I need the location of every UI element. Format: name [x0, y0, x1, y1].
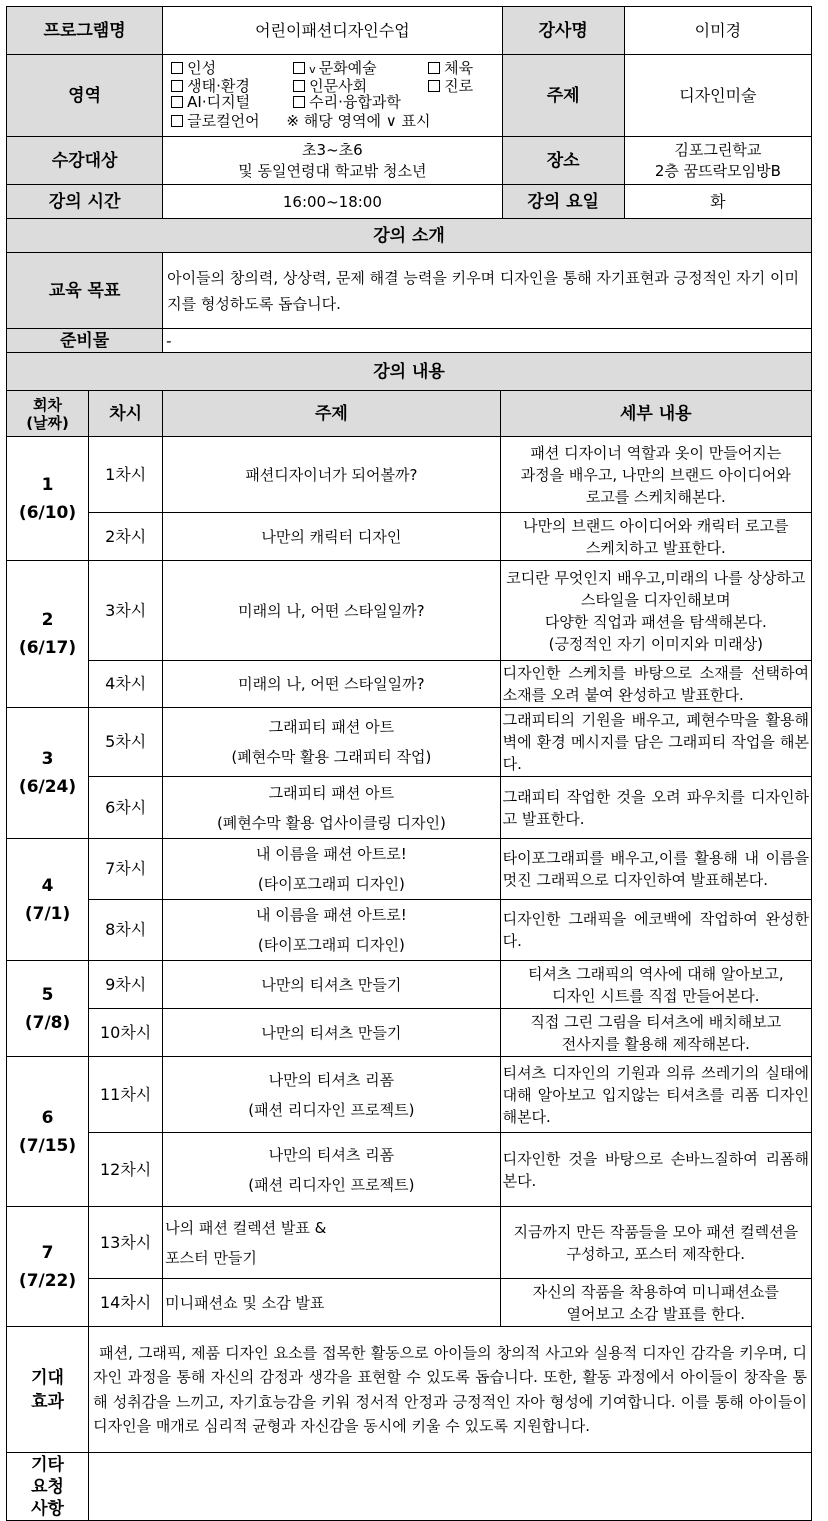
area-options [163, 55, 502, 137]
period-cell: 6차시 [89, 777, 163, 839]
session-row [7, 777, 812, 839]
area-option-label: 생태·환경 [187, 76, 250, 95]
session-row [7, 1207, 812, 1279]
period-cell: 12차시 [89, 1133, 163, 1207]
session-cell [7, 1207, 89, 1327]
session-cell [7, 1057, 89, 1207]
detail-cell: 지금까지 만든 작품들을 모아 패션 컬렉션을 구성하고, 포스터 제작한다. [500, 1207, 811, 1279]
detail-cell: 직접 그린 그림을 티셔츠에 배치해보고 전사지를 활용해 제작해본다. [500, 1009, 811, 1057]
place-value: 김포그린학교 2층 꿈뜨락모임방B [624, 137, 811, 185]
period-cell: 5차시 [89, 708, 163, 777]
area-option [171, 78, 293, 94]
area-option-label: 인문사회 [309, 76, 368, 95]
materials-value: - [163, 329, 812, 353]
area-option [293, 60, 428, 78]
detail-cell: 디자인한 그래픽을 에코백에 작업하여 완성한다. [500, 900, 811, 961]
topic-cell: 패션디자이너가 되어볼까? [163, 437, 500, 513]
period-cell: 14차시 [89, 1279, 163, 1327]
topic-cell: 나만의 캐릭터 디자인 [163, 513, 500, 561]
area-option-grid [171, 60, 499, 110]
effect-row [7, 1327, 812, 1453]
period-cell: 1차시 [89, 437, 163, 513]
period-cell: 4차시 [89, 661, 163, 708]
session-row [7, 1279, 812, 1327]
session-row [7, 1009, 812, 1057]
checkbox-icon[interactable] [428, 62, 440, 74]
day-label: 강의 요일 [502, 185, 624, 219]
syllabus-sheet [6, 6, 812, 1521]
program-name: 어린이패션디자인수업 [163, 7, 502, 55]
area-label: 영역 [7, 55, 163, 137]
session-date: (6/17) [18, 638, 77, 658]
target-label: 수강대상 [7, 137, 163, 185]
area-option-label: AI·디지털 [187, 92, 251, 111]
area-option-label: 체육 [444, 58, 474, 77]
check-mark: v [309, 62, 316, 76]
period-cell: 13차시 [89, 1207, 163, 1279]
goal-label: 교육 목표 [7, 253, 163, 329]
period-cell: 2차시 [89, 513, 163, 561]
topic-cell: 미래의 나, 어떤 스타일일까? [163, 561, 500, 661]
syllabus-table [6, 6, 812, 1521]
checkbox-icon[interactable] [171, 115, 183, 127]
other-label: 기타 요청 사항 [7, 1453, 89, 1521]
session-row [7, 661, 812, 708]
detail-cell: 나만의 브랜드 아이디어와 캐릭터 로고를 스케치하고 발표한다. [500, 513, 811, 561]
session-row [7, 561, 812, 661]
content-header: 강의 내용 [7, 353, 812, 391]
session-row [7, 513, 812, 561]
topic-cell: 나만의 티셔츠 리폼 (패션 리디자인 프로젝트) [163, 1133, 500, 1207]
session-row [7, 708, 812, 777]
other-row [7, 1453, 812, 1521]
period-cell: 11차시 [89, 1057, 163, 1133]
area-option [293, 94, 428, 110]
period-cell: 3차시 [89, 561, 163, 661]
session-cell [7, 561, 89, 708]
detail-cell: 디자인한 스케치를 바탕으로 소재를 선택하여 소재를 오려 붙여 완성하고 발표한다. [500, 661, 811, 708]
session-date: (6/24) [18, 777, 77, 797]
session-date: (6/10) [18, 502, 77, 523]
period-cell: 8차시 [89, 900, 163, 961]
detail-cell: 티셔츠 그래픽의 역사에 대해 알아보고, 디자인 시트를 직접 만들어본다. [500, 961, 811, 1009]
session-date: (7/8) [24, 1012, 71, 1033]
detail-cell: 타이포그래피를 배우고,이를 활용해 내 이름을 멋진 그래픽으로 디자인하여 발표해본다. [500, 839, 811, 900]
checkbox-icon[interactable] [428, 80, 440, 92]
session-cell [7, 437, 89, 561]
time-label: 강의 시간 [7, 185, 163, 219]
time-value: 16:00~18:00 [163, 185, 502, 219]
detail-cell: 코디란 무엇인지 배우고,미래의 나를 상상하고 스타일을 디자인해보며 다양한 직업과 패션을 탐색해본다. (긍정적인 자기 이미지와 미래상) [500, 561, 811, 661]
topic-label: 주제 [502, 55, 624, 137]
col-topic-header: 주제 [163, 391, 500, 437]
topic-cell: 그래피티 패션 아트 (폐현수막 활용 업사이클링 디자인) [163, 777, 500, 839]
period-cell: 10차시 [89, 1009, 163, 1057]
session-number: 7 [41, 1242, 54, 1263]
session-date: (7/15) [18, 1135, 77, 1156]
period-cell: 9차시 [89, 961, 163, 1009]
detail-cell: 그래피티 작업한 것을 오려 파우치를 디자인하고 발표한다. [500, 777, 811, 839]
area-option [171, 94, 293, 110]
detail-cell: 자신의 작품을 착용하여 미니패션쇼를 열어보고 소감 발표를 한다. [500, 1279, 811, 1327]
session-row [7, 900, 812, 961]
area-note-line [171, 110, 499, 132]
area-option-label: 수리·융합과학 [309, 92, 401, 111]
col-session-header: 회차 (날짜) [7, 391, 89, 437]
detail-cell: 그래피티의 기원을 배우고, 폐현수막을 활용해 벽에 환경 메시지를 담은 그래피티 작업을 해본다. [500, 708, 811, 777]
day-value: 화 [624, 185, 811, 219]
area-option-label: 문화예술 [318, 58, 377, 77]
checkbox-icon[interactable] [171, 80, 183, 92]
col-period-header: 차시 [89, 391, 163, 437]
session-number: 2 [41, 610, 54, 630]
area-note: ※ 해당 영역에 ∨ 표시 [286, 111, 431, 130]
target-value: 초3~초6 및 동일연령대 학교밖 청소년 [163, 137, 502, 185]
materials-label: 준비물 [7, 329, 163, 353]
session-date: (7/1) [24, 903, 71, 924]
effect-value: 패션, 그래픽, 제품 디자인 요소를 접목한 활동으로 아이들의 창의적 사고와 실용적 디자인 감각을 키우며, 디자인 과정을 통해 자신의 감정과 생각을 표현할 수 있도록 돕습니다. 또한, 활동 과정에서 아이들이 창작을 통해 성취감을 느끼고, 자기효능감을 키워 정서적 안정과 긍정적인 자아 형성에 기여합니다. 이를 통해 아이들이 디자인을 매개로 심리적 균형과 자신감을 동시에 키울 수 있도록 지원합니다. [89, 1327, 812, 1453]
topic-cell: 나의 패션 컬렉션 발표 & 포스터 만들기 [163, 1207, 500, 1279]
checked-checkbox-icon[interactable] [293, 62, 305, 74]
topic-cell: 미래의 나, 어떤 스타일일까? [163, 661, 500, 708]
topic-cell: 나만의 티셔츠 리폼 (패션 리디자인 프로젝트) [163, 1057, 500, 1133]
session-number: 1 [41, 474, 54, 495]
session-row [7, 839, 812, 900]
topic-value: 디자인미술 [624, 55, 811, 137]
session-row [7, 1057, 812, 1133]
instructor-name: 이미경 [624, 7, 811, 55]
topic-cell: 내 이름을 패션 아트로! (타이포그래피 디자인) [163, 900, 500, 961]
topic-cell: 나만의 티셔츠 만들기 [163, 961, 500, 1009]
area-option-label: 진로 [444, 76, 474, 95]
area-option-label: 글로컬언어 [187, 111, 260, 130]
place-label: 장소 [502, 137, 624, 185]
detail-cell: 티셔츠 디자인의 기원과 의류 쓰레기의 실태에 대해 알아보고 입지않는 티셔츠를 리폼 디자인해본다. [500, 1057, 811, 1133]
topic-cell: 그래피티 패션 아트 (폐현수막 활용 그래피티 작업) [163, 708, 500, 777]
checkbox-icon[interactable] [171, 96, 183, 108]
instructor-label: 강사명 [502, 7, 624, 55]
session-cell [7, 961, 89, 1057]
checkbox-icon[interactable] [171, 62, 183, 74]
area-option [428, 60, 498, 78]
session-number: 5 [41, 984, 54, 1005]
session-cell [7, 708, 89, 839]
checkbox-icon[interactable] [293, 96, 305, 108]
session-row [7, 437, 812, 513]
detail-cell: 패션 디자이너 역할과 옷이 만들어지는 과정을 배우고, 나만의 브랜드 아이디어와 로고를 스케치해본다. [500, 437, 811, 513]
area-option-label: 인성 [187, 58, 217, 77]
area-option [293, 78, 428, 94]
topic-cell: 나만의 티셔츠 만들기 [163, 1009, 500, 1057]
effect-label: 기대 효과 [7, 1327, 89, 1453]
session-number: 3 [41, 749, 54, 769]
goal-value: 아이들의 창의력, 상상력, 문제 해결 능력을 키우며 디자인을 통해 자기표현과 긍정적인 자기 이미지를 형성하도록 돕습니다. [163, 253, 812, 329]
topic-cell: 내 이름을 패션 아트로! (타이포그래피 디자인) [163, 839, 500, 900]
area-option [428, 78, 498, 94]
col-detail-header: 세부 내용 [500, 391, 811, 437]
detail-cell: 디자인한 것을 바탕으로 손바느질하여 리폼해본다. [500, 1133, 811, 1207]
session-number: 6 [41, 1107, 54, 1128]
other-value[interactable] [89, 1453, 812, 1521]
topic-cell: 미니패션쇼 및 소감 발표 [163, 1279, 500, 1327]
intro-header: 강의 소개 [7, 219, 812, 253]
area-option [171, 60, 293, 78]
session-date: (7/22) [18, 1270, 77, 1291]
session-row [7, 1133, 812, 1207]
session-number: 4 [41, 875, 54, 896]
session-cell [7, 839, 89, 961]
checkbox-icon[interactable] [293, 80, 305, 92]
period-cell: 7차시 [89, 839, 163, 900]
session-row [7, 961, 812, 1009]
program-label: 프로그램명 [7, 7, 163, 55]
